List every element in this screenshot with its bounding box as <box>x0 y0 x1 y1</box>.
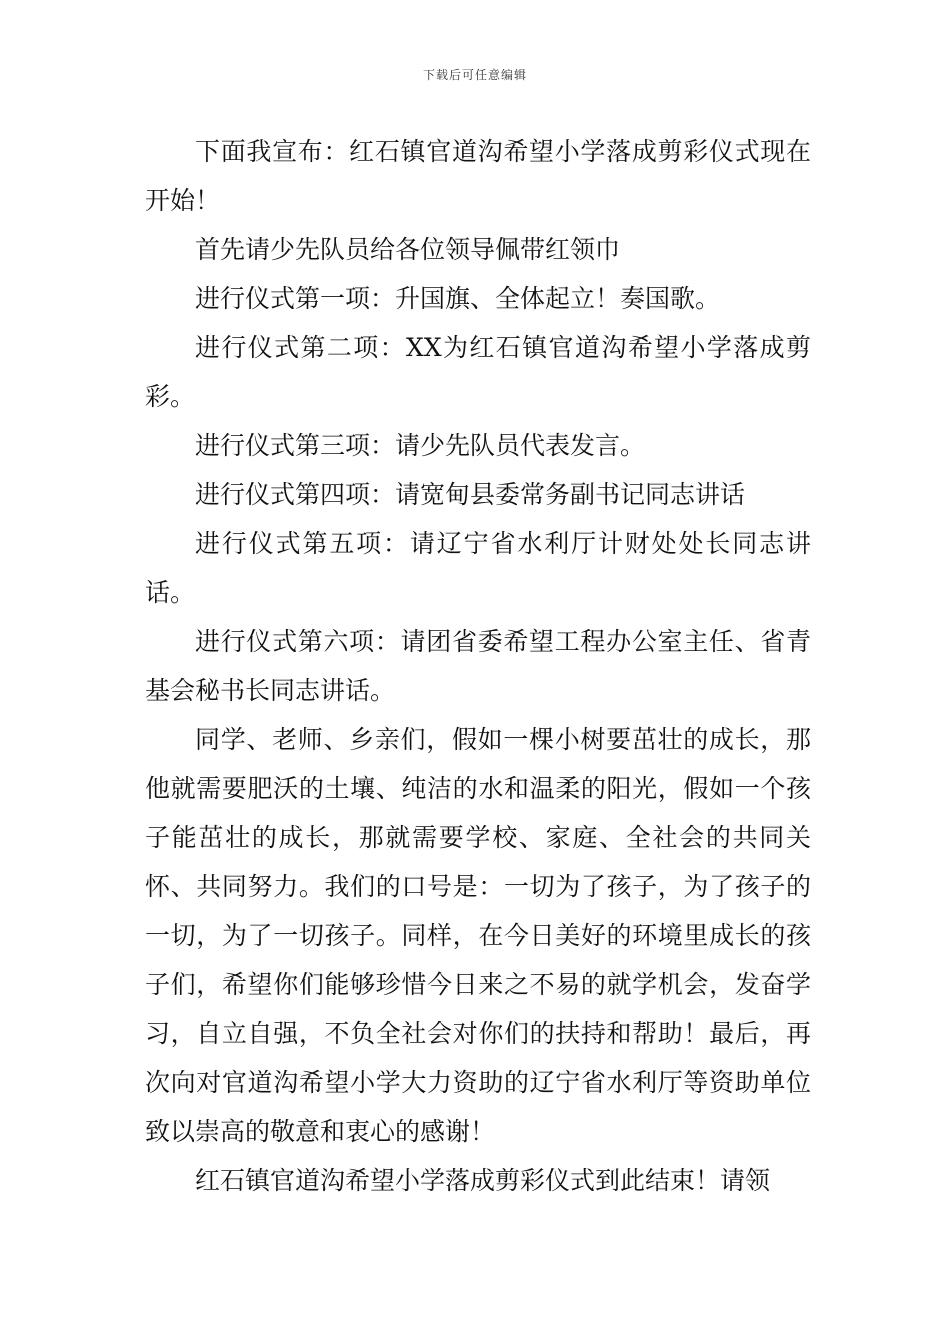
paragraph-closing: 红石镇官道沟希望小学落成剪彩仪式到此结束！请领 <box>195 1166 771 1195</box>
paragraph-announcement: 下面我宣布：红石镇官道沟希望小学落成剪彩仪式现在开始！ <box>145 137 811 215</box>
paragraph-item-1: 进行仪式第一项：升国旗、全体起立！奏国歌。 <box>195 284 721 313</box>
document-body <box>145 127 811 1205</box>
paragraph-red-scarf: 首先请少先队员给各位领导佩带红领巾 <box>195 235 621 264</box>
page-header: 下载后可任意编辑 <box>422 68 527 82</box>
paragraph-item-2: 进行仪式第二项：XX为红石镇官道沟希望小学落成剪彩。 <box>145 333 811 411</box>
paragraph-item-6: 进行仪式第六项：请团省委希望工程办公室主任、省青基会秘书长同志讲话。 <box>145 627 811 705</box>
paragraph-speech: 同学、老师、乡亲们，假如一棵小树要茁壮的成长，那他就需要肥沃的土壤、纯洁的水和温柔的阳光，假如一个孩子能茁壮的成长，那就需要学校、家庭、全社会的共同关怀、共同努力。我们的口号是：一切为了孩子，为了孩子的一切，为了一切孩子。同样，在今日美好的环境里成长的孩子们，希望你们能够珍惜今日来之不易的就学机会，发奋学习，自立自强，不负全社会对你们的扶持和帮助！最后，再次向对官道沟希望小学大力资助的辽宁省水利厅等资助单位致以崇高的敬意和衷心的感谢！ <box>145 725 811 1146</box>
paragraph-item-4: 进行仪式第四项：请宽甸县委常务副书记同志讲话 <box>195 480 746 509</box>
paragraph-item-5: 进行仪式第五项：请辽宁省水利厅计财处处长同志讲话。 <box>145 529 811 607</box>
paragraph-item-3: 进行仪式第三项：请少先队员代表发言。 <box>195 431 646 460</box>
